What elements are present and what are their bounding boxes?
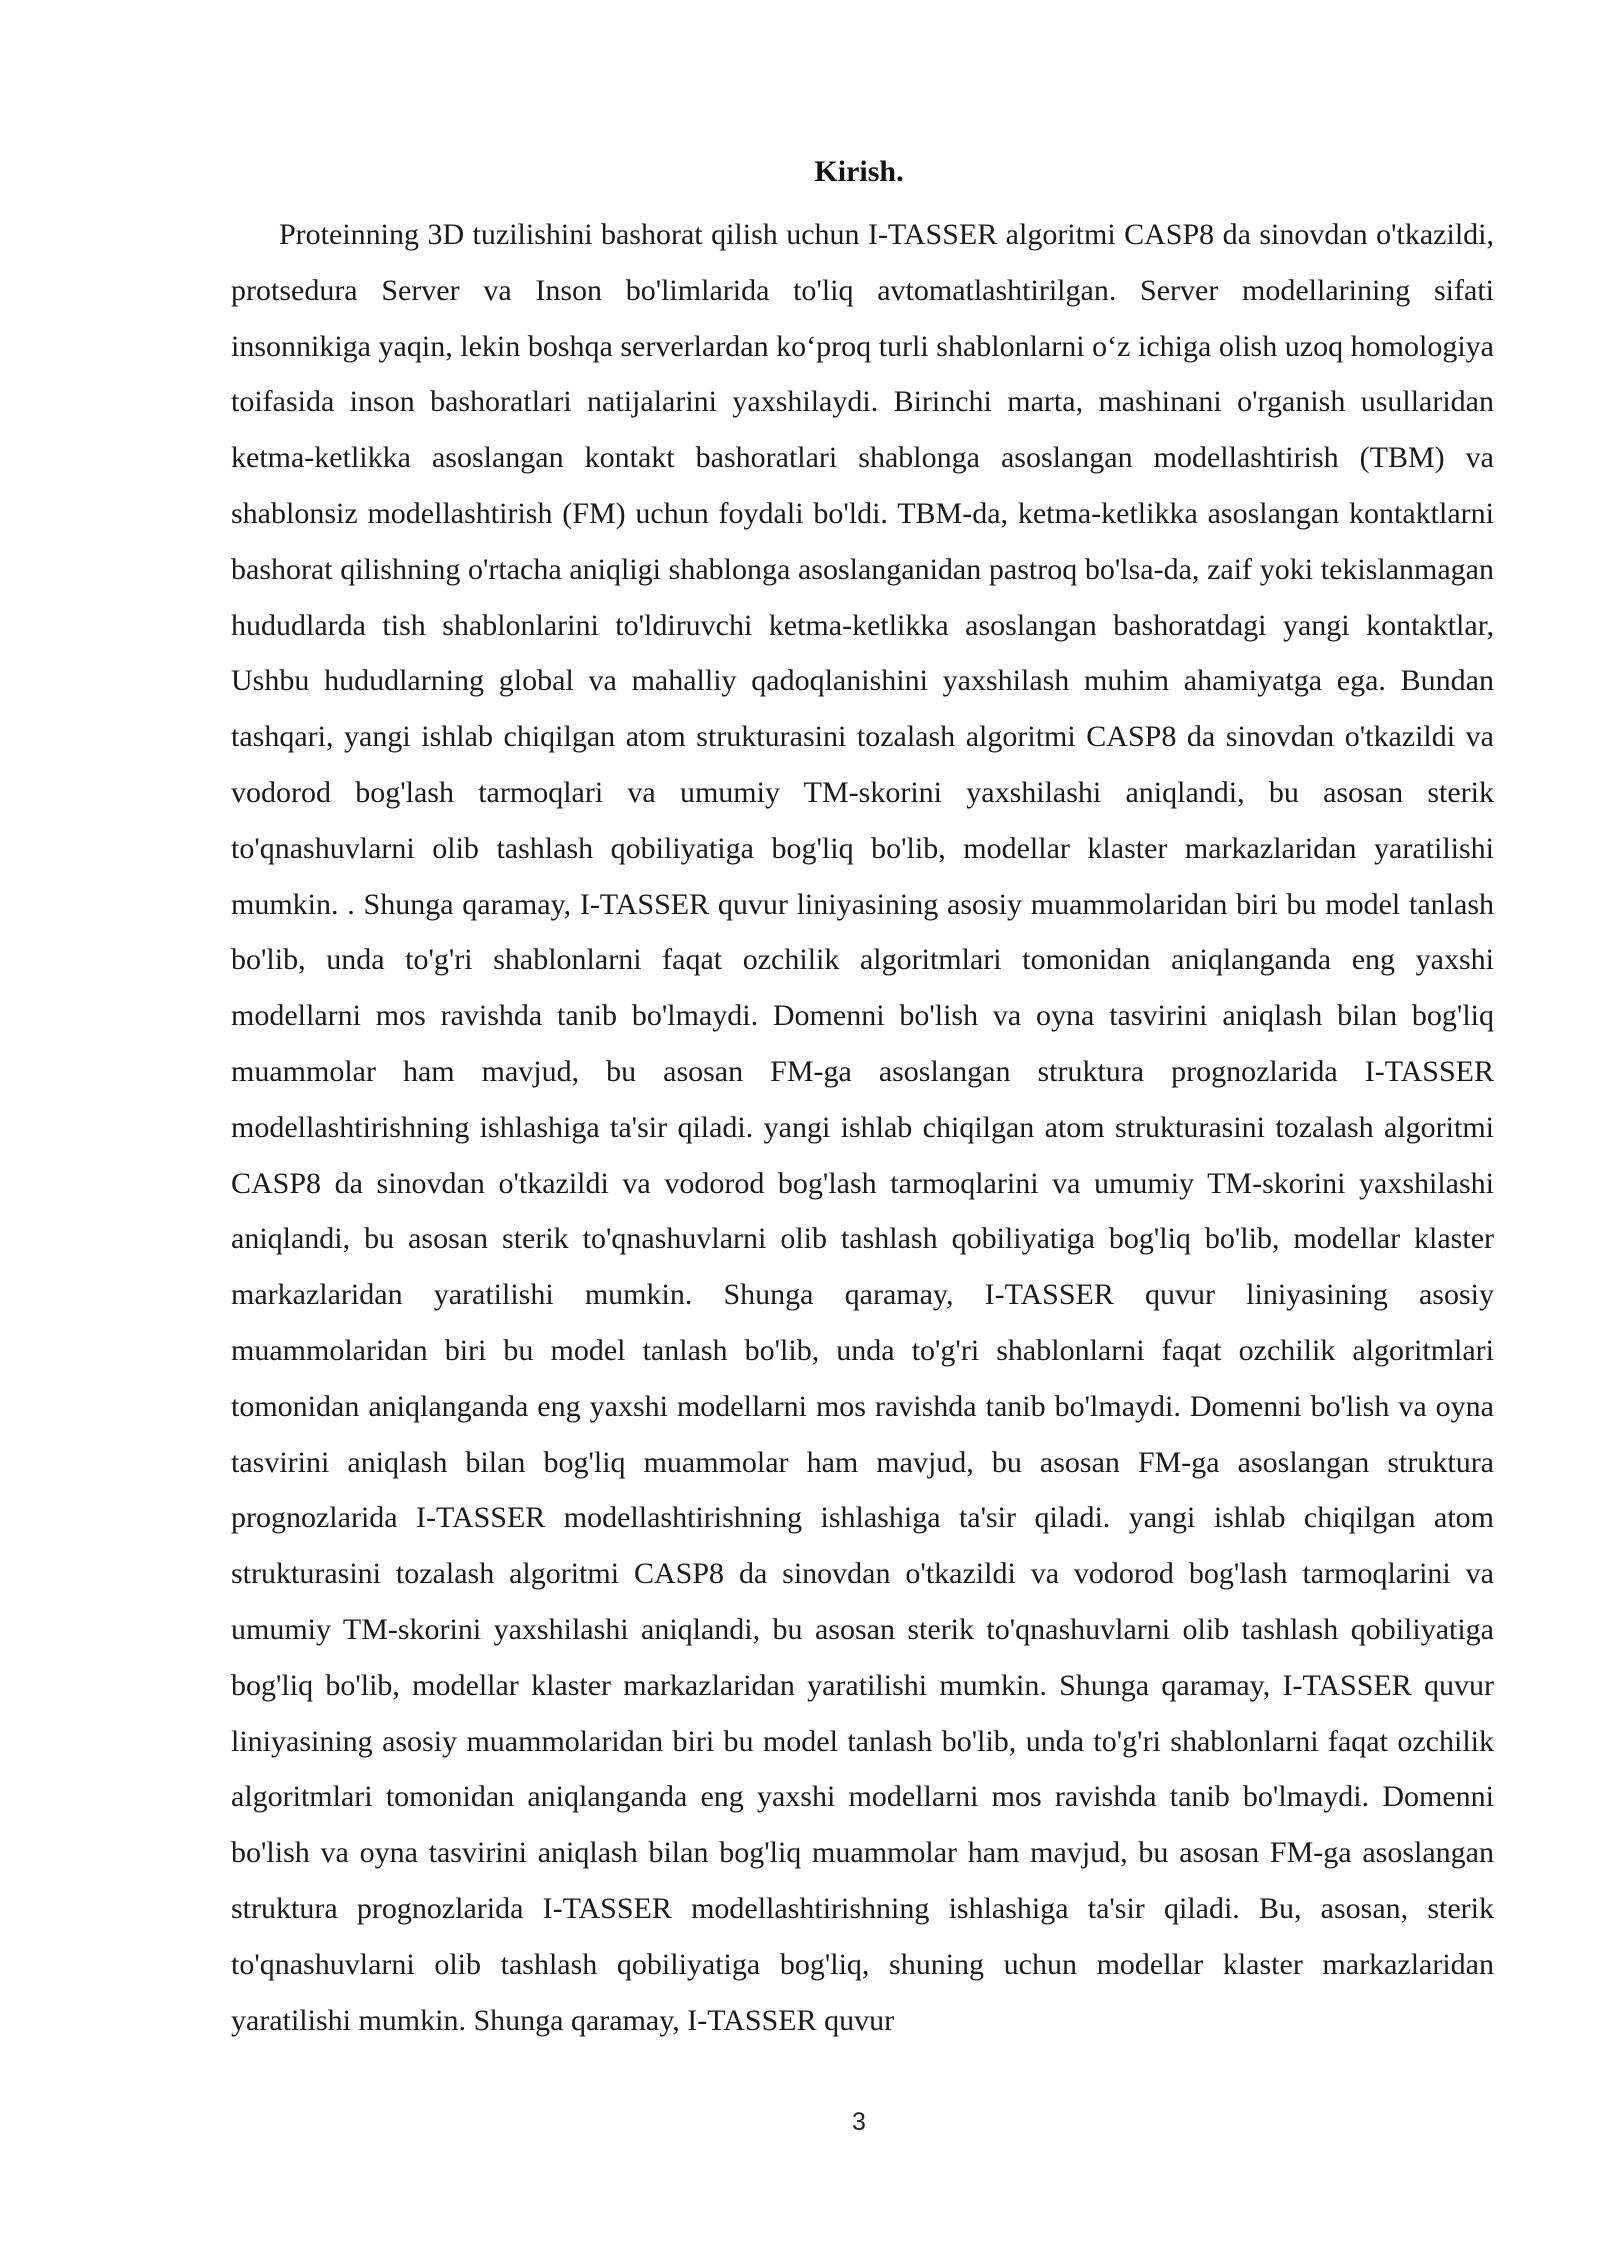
section-heading: Kirish. bbox=[814, 155, 904, 188]
body-paragraph: Proteinning 3D tuzilishini bashorat qilish uchun I-TASSER algoritmi CASP8 da sinovdan o'tkazildi, protsedura Server va Inson bo'limlarida to'liq avtomatlashtirilgan. Server modellarining sifati insonnikiga yaqin, lekin boshqa serverlardan ko‘proq turli shablonlarni o‘z ichiga olish uzoq homologiya toifasida inson bashoratlari natijalarini yaxshilaydi. Birinchi marta, mashinani o'rganish usullaridan ketma-ketlikka asoslangan kontakt bashoratlari shablonga asoslangan modellashtirish (TBM) va shablonsiz modellashtirish (FM) uchun foydali bo'ldi. TBM-da, ketma-ketlikka asoslangan kontaktlarni bashorat qilishning o'rtacha aniqligi shablonga asoslanganidan pastroq bo'lsa-da, zaif yoki tekislanmagan hududlarda tish shablonlarini to'ldiruvchi ketma-ketlikka asoslangan bashoratdagi yangi kontaktlar, Ushbu hududlarning global va mahalliy qadoqlanishini yaxshilash muhim ahamiyatga ega. Bundan tashqari, yangi ishlab chiqilgan atom strukturasini tozalash algoritmi CASP8 da sinovdan o'tkazildi va vodorod bog'lash tarmoqlari va umumiy TM-skorini yaxshilashi aniqlandi, bu asosan sterik to'qnashuvlarni olib tashlash qobiliyatiga bog'liq bo'lib, modellar klaster markazlaridan yaratilishi mumkin. . Shunga qaramay, I-TASSER quvur liniyasining asosiy muammolaridan biri bu model tanlash bo'lib, unda to'g'ri shablonlarni faqat ozchilik algoritmlari tomonidan aniqlanganda eng yaxshi modellarni mos ravishda tanib bo'lmaydi. Domenni bo'lish va oyna tasvirini aniqlash bilan bog'liq muammolar ham mavjud, bu asosan FM-ga asoslangan struktura prognozlarida I-TASSER modellashtirishning ishlashiga ta'sir qiladi. yangi ishlab chiqilgan atom strukturasini tozalash algoritmi CASP8 da sinovdan o'tkazildi va vodorod bog'lash tarmoqlarini va umumiy TM-skorini yaxshilashi aniqlandi, bu asosan sterik to'qnashuvlarni olib tashlash qobiliyatiga bog'liq bo'lib, modellar klaster markazlaridan yaratilishi mumkin. Shunga qaramay, I-TASSER quvur liniyasining asosiy muammolaridan biri bu model tanlash bo'lib, unda to'g'ri shablonlarni faqat ozchilik algoritmlari tomonidan aniqlanganda eng yaxshi modellarni mos ravishda tanib bo'lmaydi. Domenni bo'lish va oyna tasvirini aniqlash bilan bog'liq muammolar ham mavjud, bu asosan FM-ga asoslangan struktura prognozlarida I-TASSER modellashtirishning ishlashiga ta'sir qiladi. yangi ishlab chiqilgan atom strukturasini tozalash algoritmi CASP8 da sinovdan o'tkazildi va vodorod bog'lash tarmoqlarini va umumiy TM-skorini yaxshilashi aniqlandi, bu asosan sterik to'qnashuvlarni olib tashlash qobiliyatiga bog'liq bo'lib, modellar klaster markazlaridan yaratilishi mumkin. Shunga qaramay, I-TASSER quvur liniyasining asosiy muammolaridan biri bu model tanlash bo'lib, unda to'g'ri shablonlarni faqat ozchilik algoritmlari tomonidan aniqlanganda eng yaxshi modellarni mos ravishda tanib bo'lmaydi. Domenni bo'lish va oyna tasvirini aniqlash bilan bog'liq muammolar ham mavjud, bu asosan FM-ga asoslangan struktura prognozlarida I-TASSER modellashtirishning ishlashiga ta'sir qiladi. Bu, asosan, sterik to'qnashuvlarni olib tashlash qobiliyatiga bog'liq, shuning uchun modellar klaster markazlaridan yaratilishi mumkin. Shunga qaramay, I-TASSER quvur bbox=[231, 218, 1494, 2037]
page-number: 3 bbox=[852, 2108, 866, 2136]
